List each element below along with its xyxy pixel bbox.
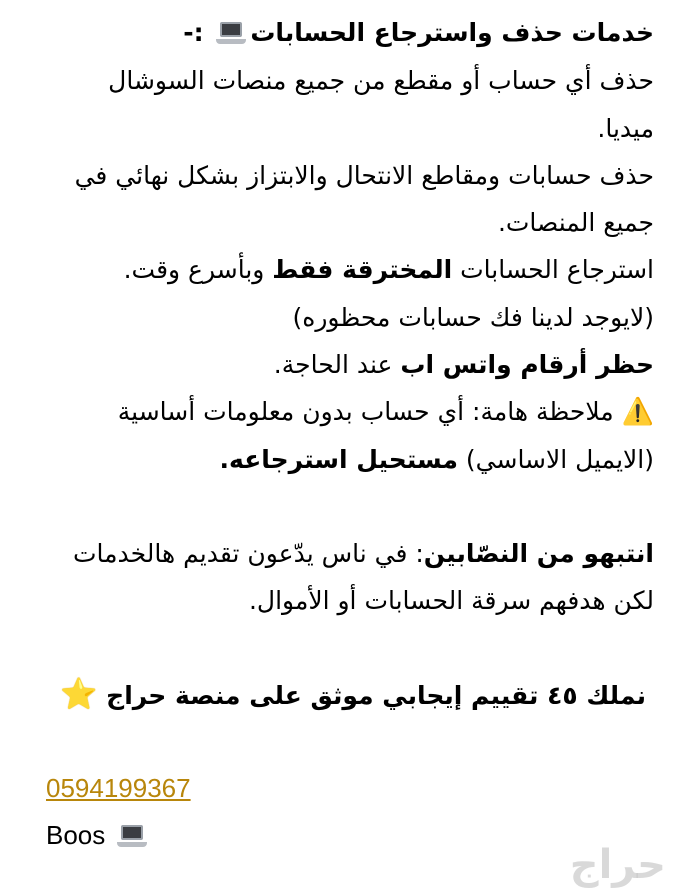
text-span: عند الحاجة. — [273, 350, 401, 379]
bold-span: المخترقة فقط — [272, 255, 453, 284]
star-icon: ⭐ — [60, 677, 98, 712]
phone-link[interactable]: 0594199367 — [46, 773, 191, 803]
signature — [46, 820, 151, 851]
signature-text: Boos — [46, 820, 113, 850]
text-line: لكن هدفهم سرقة الحسابات أو الأموال. — [248, 586, 654, 615]
bold-span: حظر أرقام واتس اب — [400, 350, 654, 379]
title-suffix: :- — [183, 18, 213, 47]
text-line — [124, 251, 654, 289]
title-line — [183, 14, 654, 52]
bold-span: مستحيل استرجاعه. — [219, 445, 458, 474]
text-line: حذف أي حساب أو مقطع من جميع منصات السوشال — [108, 66, 654, 95]
note-line — [118, 393, 654, 432]
text-line: ميديا. — [597, 114, 654, 143]
text-span: وبأسرع وقت. — [123, 255, 273, 284]
text-span: (الايميل الاساسي) — [457, 445, 654, 474]
laptop-icon — [216, 22, 246, 44]
laptop-icon — [117, 825, 147, 847]
warning-line — [73, 535, 654, 573]
text-line: (لايوجد لدينا فك حسابات محظوره) — [292, 303, 654, 332]
text-line: حذف حسابات ومقاطع الانتحال والابتزاز بشكل نهائي في — [74, 161, 654, 190]
warning-icon: ⚠️ — [621, 397, 654, 427]
rating-line — [60, 672, 646, 717]
text-span: استرجاع الحسابات — [452, 255, 654, 284]
bold-span: انتبهو من النصّابين — [423, 539, 654, 568]
text-span: نملك ٤٥ تقييم إيجابي موثق على منصة حراج — [97, 681, 646, 710]
title-text: خدمات حذف واسترجاع الحسابات — [250, 18, 654, 47]
text-line — [274, 346, 654, 384]
text-span: ملاحظة هامة: أي حساب بدون معلومات أساسية — [117, 397, 622, 426]
text-line — [220, 441, 654, 479]
text-line: جميع المنصات. — [497, 208, 654, 237]
haraj-watermark: حراج — [569, 842, 666, 888]
text-span: : في ناس يدّعون تقديم هالخدمات — [72, 539, 424, 568]
